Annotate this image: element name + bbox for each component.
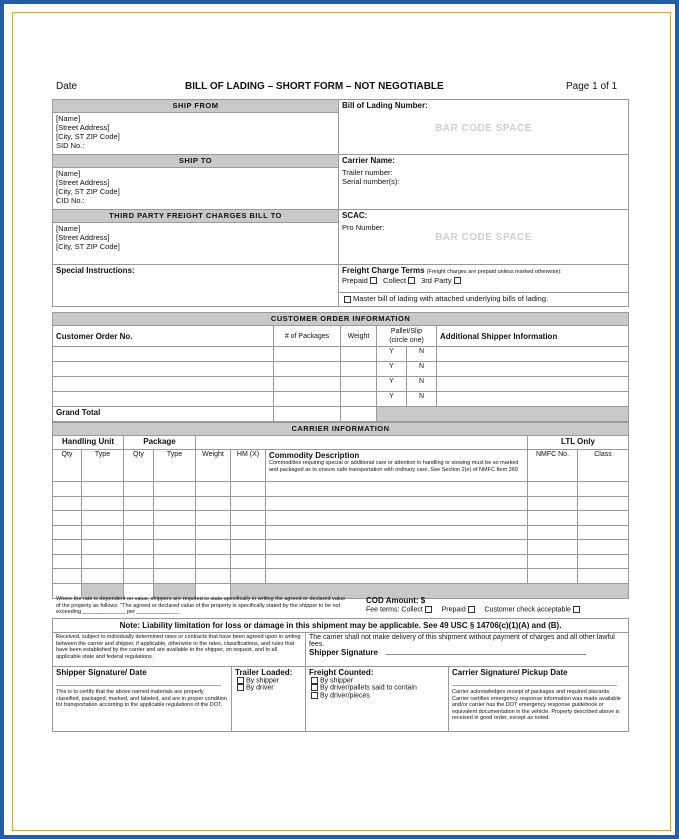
freight-terms-note: (Freight charges are prepaid unless marked otherwise): <box>426 269 562 275</box>
y-option[interactable]: Y <box>377 362 407 377</box>
third-party-label: 3rd Party <box>421 275 452 285</box>
carrier-sig-line[interactable] <box>452 685 617 686</box>
carrier-name-label: Carrier Name: <box>342 156 395 165</box>
col-num-packages: # of Packages <box>274 326 341 347</box>
carrier-info-header: CARRIER INFORMATION <box>53 423 629 436</box>
col-pallet-slip <box>377 326 437 347</box>
rate-note: Where the rate is dependent on value, shippers are required to state specifically in writing the agreed or declared value of the property as follows: "The agreed or declared value of the property is specifically stated by the shipper to be not exceeding ______________ per ______________ <box>56 596 346 615</box>
collect-label: Collect <box>383 275 406 285</box>
trailer-loaded-label: Trailer Loaded: <box>235 668 293 677</box>
customer-check-label: Customer check acceptable <box>484 606 571 614</box>
nmfc-label: NMFC No. <box>528 450 578 482</box>
bol-number-label: Bill of Lading Number: <box>342 101 428 110</box>
y-option[interactable]: Y <box>377 347 407 362</box>
hu-qty-label: Qty <box>53 450 82 482</box>
col-customer-order-no: Customer Order No. <box>53 326 274 347</box>
date-label: Date <box>56 81 78 92</box>
grand-total-filler <box>377 407 629 422</box>
customer-order-header: CUSTOMER ORDER INFORMATION <box>53 313 629 326</box>
pkg-type-label: Type <box>154 450 196 482</box>
weight-cell[interactable] <box>341 347 377 362</box>
fc-pallets-label: By driver/pallets said to contain <box>320 684 417 692</box>
liability-note: Note: Liability limitation for loss or damage in this shipment may be applicable. See 49 USC § 14706(c)(1)(A) and (B). <box>53 619 629 633</box>
document-title: BILL OF LADING – SHORT FORM – NOT NEGOTIABLE <box>185 81 444 92</box>
circle-one-label: (circle one) <box>389 337 424 344</box>
table-row <box>53 525 629 540</box>
ship-to-name: [Name] <box>56 169 81 178</box>
y-option[interactable]: Y <box>377 377 407 392</box>
commodity-cell <box>266 450 528 482</box>
info-cell[interactable] <box>437 347 629 362</box>
fee-collect-checkbox[interactable] <box>425 606 432 613</box>
pkg-qty-label: Qty <box>124 450 154 482</box>
ship-to-street: [Street Address] <box>56 178 110 187</box>
freight-terms-label: Freight Charge Terms <box>342 266 425 275</box>
table-row <box>53 347 629 362</box>
carrier-shall-note: The carrier shall not make delivery of this shipment without payment of charges and all other lawful fees. <box>309 634 615 648</box>
master-bol-checkbox[interactable] <box>344 296 351 303</box>
n-option[interactable]: N <box>407 347 437 362</box>
fc-pieces-label: By driver/pieces <box>320 692 370 700</box>
packages-cell[interactable] <box>274 362 341 377</box>
trailer-number-label: Trailer number: <box>342 168 393 177</box>
weight-cell[interactable] <box>341 392 377 407</box>
fee-prepaid-checkbox[interactable] <box>468 606 475 613</box>
carrier-sig-cell[interactable] <box>449 667 629 732</box>
barcode-space-2: BAR CODE SPACE <box>435 232 532 243</box>
hu-type-label: Type <box>82 450 124 482</box>
third-party-city: [City, ST ZIP Code] <box>56 242 120 251</box>
weight-label: Weight <box>196 450 231 482</box>
pallet-slip-label: Pallet/Slip <box>390 328 423 335</box>
ship-to-cid: CID No.: <box>56 196 85 205</box>
shipper-sig-date-label: Shipper Signature/ Date <box>56 668 147 677</box>
shipper-sig-date-cell[interactable] <box>53 667 232 732</box>
packages-cell[interactable] <box>274 347 341 362</box>
trailer-loaded-cell <box>232 667 306 732</box>
third-party-name: [Name] <box>56 224 81 233</box>
fee-terms-row <box>366 606 628 613</box>
top-section-table <box>52 99 629 307</box>
table-row <box>53 554 629 569</box>
grand-total-label: Grand Total <box>53 407 274 422</box>
fee-collect-label: Collect <box>401 606 423 614</box>
grand-total-weight[interactable] <box>341 407 377 422</box>
table-row <box>53 540 629 555</box>
carrier-ack-note: Carrier acknowledges receipt of packages and required placards. Carrier certifies emergency response information was made available and/or carrier has the DOT emergency response guidebook or equivalent documentation in the vehicle. Property described above is received in good order, except as noted. <box>452 689 621 721</box>
third-party-street: [Street Address] <box>56 233 110 242</box>
table-row <box>53 496 629 511</box>
fc-pieces-checkbox[interactable] <box>311 692 318 699</box>
ltl-only-label: LTL Only <box>528 436 629 450</box>
ship-to-header: SHIP TO <box>53 155 339 168</box>
master-bol-label: Master bill of lading with attached underlying bills of lading. <box>353 294 549 303</box>
third-party-address[interactable] <box>53 223 339 265</box>
ship-from-sid: SID No.: <box>56 141 85 150</box>
ship-to-city: [City, ST ZIP Code] <box>56 187 120 196</box>
table-row <box>53 377 629 392</box>
weight-cell[interactable] <box>341 362 377 377</box>
n-option[interactable]: N <box>407 392 437 407</box>
packages-cell[interactable] <box>274 377 341 392</box>
serial-number-label: Serial number(s): <box>342 177 400 186</box>
fc-pallets-checkbox[interactable] <box>311 684 318 691</box>
col-additional-info: Additional Shipper Information <box>437 326 629 347</box>
weight-cell[interactable] <box>341 377 377 392</box>
ship-from-header: SHIP FROM <box>53 100 339 113</box>
y-option[interactable]: Y <box>377 392 407 407</box>
received-note: Received, subject to individually determined rates or contracts that have been agreed upon in writing between the carrier and shipper, if applicable, otherwise to the rates, classifications, and rules that have been established by the carrier and are available to the shipper, on request, and to all applicable state and federal regulations. <box>53 633 306 667</box>
footer-table <box>52 618 629 732</box>
order-cell[interactable] <box>53 347 274 362</box>
info-cell[interactable] <box>437 377 629 392</box>
barcode-space: BAR CODE SPACE <box>435 123 532 134</box>
shipper-signature-cell[interactable] <box>306 633 629 667</box>
page-number: Page 1 of 1 <box>566 81 618 92</box>
table-row <box>53 362 629 377</box>
fee-prepaid-label: Prepaid <box>441 606 466 614</box>
blank-header <box>196 436 528 450</box>
hm-label: HM (X) <box>231 450 266 482</box>
n-option[interactable]: N <box>407 377 437 392</box>
scac-label: SCAC: <box>342 211 368 220</box>
by-shipper-checkbox[interactable] <box>237 677 244 684</box>
commodity-label: Commodity Description <box>269 451 360 460</box>
order-cell[interactable] <box>53 362 274 377</box>
freight-terms-cell <box>339 265 629 293</box>
package-label: Package <box>124 436 196 450</box>
ship-to-address[interactable] <box>53 168 339 210</box>
ship-from-address[interactable] <box>53 113 339 155</box>
customer-order-table <box>52 312 629 422</box>
freight-counted-cell <box>306 667 449 732</box>
pro-number-label: Pro Number: <box>342 223 385 232</box>
table-row <box>53 511 629 526</box>
collect-checkbox[interactable] <box>408 277 415 284</box>
special-instructions-label: Special Instructions: <box>56 266 135 275</box>
fee-terms-label: Fee terms: <box>366 606 400 614</box>
by-driver-label: By driver <box>246 684 274 692</box>
table-row <box>53 569 629 584</box>
table-row <box>53 392 629 407</box>
table-row <box>53 482 629 497</box>
col-weight: Weight <box>341 326 377 347</box>
certify-note: This is to certify that the above named materials are properly classified, packaged, marked, and labeled, and are in proper condition for transportation according to the applicable regulations of the DOT. <box>56 689 227 708</box>
ship-from-name: [Name] <box>56 114 81 123</box>
master-bol-cell <box>339 293 629 307</box>
fc-shipper-label: By shipper <box>320 677 354 685</box>
carrier-name-cell[interactable] <box>339 155 629 210</box>
bol-number-cell[interactable] <box>339 100 629 155</box>
freight-counted-label: Freight Counted: <box>309 668 374 677</box>
ship-from-city: [City, ST ZIP Code] <box>56 132 120 141</box>
order-cell[interactable] <box>53 392 274 407</box>
cod-amount-label: COD Amount: $ <box>366 596 426 605</box>
fc-shipper-checkbox[interactable] <box>311 677 318 684</box>
commodity-note: Commodities requiring special or additional care or attention in handling or stowing must be so marked and packaged as to ensure safe transportation with ordinary care. See Section 2(e) of NMFC Item 360 <box>269 460 519 473</box>
carrier-info-table <box>52 422 629 599</box>
third-party-header: THIRD PARTY FREIGHT CHARGES BILL TO <box>53 210 339 223</box>
order-cell[interactable] <box>53 377 274 392</box>
ship-from-street: [Street Address] <box>56 123 110 132</box>
grand-total-packages[interactable] <box>274 407 341 422</box>
carrier-sig-label: Carrier Signature/ Pickup Date <box>452 668 568 677</box>
info-cell[interactable] <box>437 362 629 377</box>
shipper-signature-label: Shipper Signature <box>309 648 378 657</box>
class-label: Class <box>578 450 629 482</box>
customer-check-checkbox[interactable] <box>573 606 580 613</box>
packages-cell[interactable] <box>274 392 341 407</box>
by-shipper-label: By shipper <box>246 677 280 685</box>
n-option[interactable]: N <box>407 362 437 377</box>
by-driver-checkbox[interactable] <box>237 684 244 691</box>
prepaid-checkbox[interactable] <box>370 277 377 284</box>
handling-unit-label: Handling Unit <box>53 436 124 450</box>
shipper-signature-line[interactable] <box>386 654 586 655</box>
shipper-sig-line[interactable] <box>56 685 221 686</box>
scac-cell[interactable] <box>339 210 629 265</box>
special-instructions-cell[interactable] <box>53 265 339 307</box>
third-party-checkbox[interactable] <box>454 277 461 284</box>
info-cell[interactable] <box>437 392 629 407</box>
prepaid-label: Prepaid <box>342 275 368 285</box>
